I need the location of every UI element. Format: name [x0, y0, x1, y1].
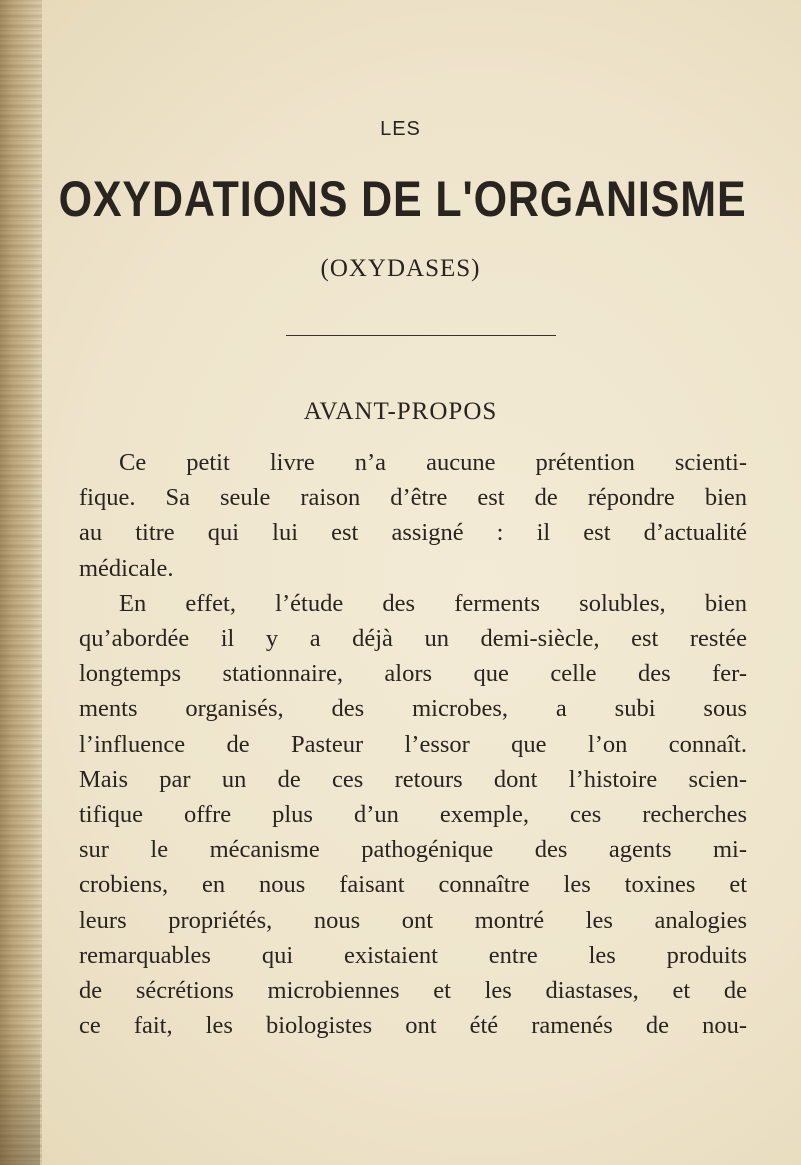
page-binding-edge — [0, 0, 42, 1165]
text-line: médicale. — [79, 554, 174, 582]
book-title: OXYDATIONS DE L'ORGANISME — [58, 171, 747, 227]
text-line: l’influence de Pasteur l’essor que l’on connaît. — [79, 730, 747, 758]
title-prefix: LES — [380, 118, 421, 140]
horizontal-rule — [286, 335, 556, 336]
text-line: au titre qui lui est assigné : il est d’actualité — [79, 519, 747, 547]
text-line: qu’abordée il y a déjà un demi-siècle, est restée — [79, 625, 747, 653]
book-subtitle: (OXYDASES) — [320, 255, 481, 282]
text-line: ce fait, les biologistes ont été ramenés de nou- — [79, 1012, 747, 1040]
text-line: fique. Sa seule raison d’être est de répondre bien — [79, 484, 747, 512]
section-title: AVANT-PROPOS — [303, 398, 498, 425]
text-line: remarquables qui existaient entre les produits — [79, 941, 747, 969]
text-line: ments organisés, des microbes, a subi sous — [79, 695, 747, 723]
text-line: Ce petit livre n’a aucune prétention scienti- — [119, 449, 747, 476]
text-line: crobiens, en nous faisant connaître les toxines et — [79, 871, 747, 899]
text-line: leurs propriétés, nous ont montré les analogies — [79, 906, 747, 934]
text-line: longtemps stationnaire, alors que celle des fer- — [79, 660, 747, 688]
text-line: de sécrétions microbiennes et les diastases, et de — [79, 977, 747, 1005]
body-text — [79, 445, 747, 1043]
text-line: sur le mécanisme pathogénique des agents mi- — [79, 836, 747, 864]
text-line: Mais par un de ces retours dont l’histoire scien- — [79, 765, 747, 793]
text-line: tifique offre plus d’un exemple, ces recherches — [79, 801, 747, 829]
text-line: En effet, l’étude des ferments solubles, bien — [119, 589, 747, 617]
